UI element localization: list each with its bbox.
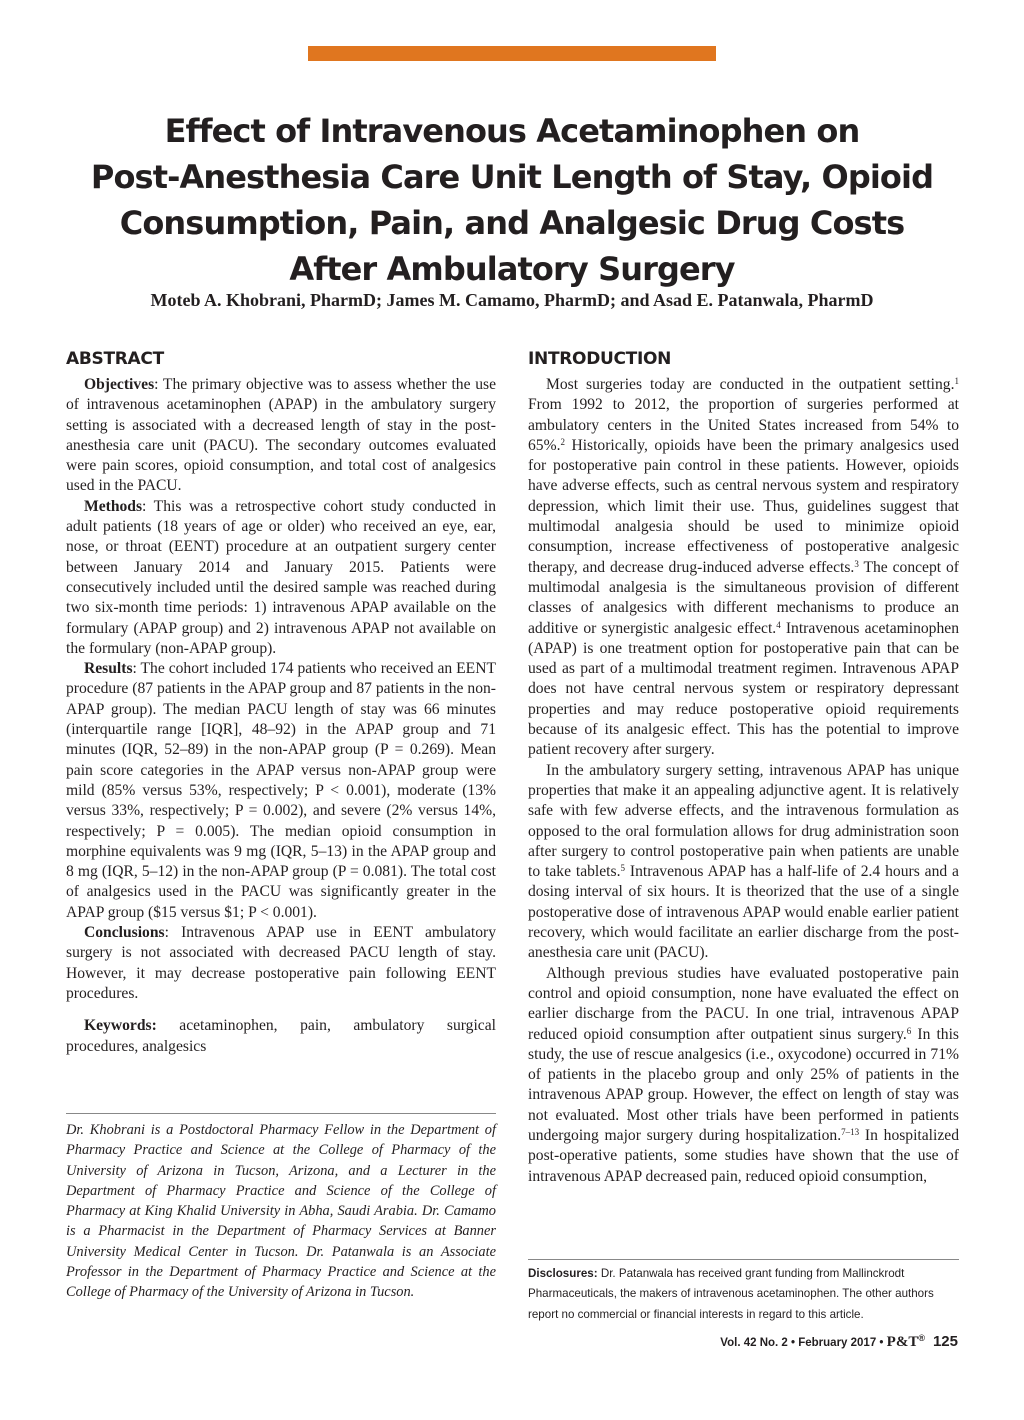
orange-header-bar: [308, 46, 716, 61]
article-title: [60, 108, 964, 292]
text-run: The concept of multimodal analgesia is the simultaneous provision of different classes of analgesics with different mechanisms to produce an additive or synergistic analgesic effect.: [528, 558, 959, 637]
disclosures-label: Disclosures:: [528, 1267, 598, 1280]
text-run: Intravenous APAP has a half-life of 2.4 hours and a dosing interval of six hours. It is theorized that the use of a single postoperative dose of intravenous APAP would enable earlier patient recovery, which would facilitate an earlier discharge from the post-anesthesia care unit (PACU).: [528, 863, 959, 962]
footer-separator: •: [787, 1337, 799, 1349]
footer-date: February 2017: [798, 1337, 877, 1349]
text-run: Intravenous acetaminophen (APAP) is one treatment option for postoperative pain that can be used as part of a multimodal treatment regimen. Intravenous APAP does not have central nervous system or respiratory depressant properties and may reduce postoperative opioid requirements because of its analgesic effect. This has the potential to improve patient recovery after surgery.: [528, 619, 959, 759]
text-run: In the ambulatory surgery setting, intravenous APAP has unique properties that make it an appealing adjunctive agent. It is relatively safe with few adverse effects, and the intravenous formulation as opposed to the oral formulation allows for drug administration soon after surgery to control postoperative pain when patients are unable to take tablets.: [528, 761, 959, 881]
title-line: After Ambulatory Surgery: [289, 250, 735, 288]
footer-registered-mark: ®: [918, 1333, 925, 1343]
page-number: 125: [932, 1333, 958, 1350]
page-footer: [720, 1333, 958, 1351]
abstract-conclusions: [66, 923, 496, 1004]
abstract-methods: [66, 497, 496, 659]
abstract-heading: ABSTRACT: [66, 349, 164, 369]
title-line: Post-Anesthesia Care Unit Length of Stay, Opioid: [90, 158, 934, 196]
keywords-text: acetaminophen, pain, ambulatory surgical procedures, analgesics: [66, 1017, 496, 1055]
methods-text: : This was a retrospective cohort study conducted in adult patients (18 years of age or older) who received an eye, ear, nose, or throat (EENT) procedure at an outpatient surgery center between January 2014 and January 2015. Patients were consecutively included until the desired sample was reached during two six-month time periods: 1) intravenous APAP available on the formulary (APAP group) and 2) intravenous APAP not available on the formulary (non-APAP group).: [66, 497, 496, 657]
text-run: In this study, the use of rescue analgesics (i.e., oxycodone) occurred in 71% of patients in the placebo group and only 25% of patients in the intravenous APAP group. However, the effect on length of stay was not evaluated. Most other trials have been performed in patients undergoing major surgery during hospitalization.: [528, 1025, 959, 1144]
citation: 1: [954, 376, 959, 386]
footer-journal: P&T: [886, 1334, 919, 1350]
conclusions-text: : Intravenous APAP use in EENT ambulatory surgery is not associated with decreased PACU length of stay. However, it may decrease postoperative pain following EENT procedures.: [66, 924, 496, 1002]
introduction-heading: INTRODUCTION: [528, 349, 672, 369]
text-run: In hospitalized post-operative patients, some studies have shown that the use of intravenous APAP decreased pain, reduced opioid consumption,: [528, 1126, 959, 1185]
objectives-label: Objectives: [84, 376, 155, 393]
citation: 6: [906, 1025, 912, 1036]
citation: 5: [620, 863, 625, 874]
abstract-keywords: [66, 1016, 496, 1057]
disclosures-text: Dr. Patanwala has received grant funding from Mallinckrodt Pharmaceuticals, the makers of intravenous acetaminophen. The other authors report no commercial or financial interests in regard to this article.: [528, 1267, 934, 1321]
text-run: Historically, opioids have been the primary analgesics used for postoperative pain control in these patients. However, opioids have adverse effects, such as central nervous system and respiratory depression, which limit their use. Thus, guidelines suggest that multimodal analgesia should be used to minimize opioid consumption, increase effectiveness of postoperative analgesic therapy, and decrease drug-induced adverse effects.: [528, 436, 959, 576]
abstract-objectives: [66, 375, 496, 497]
author-affiliations: Dr. Khobrani is a Postdoctoral Pharmacy Fellow in the Department of Pharmacy Practice and Science at the College of Pharmacy of the University of Arizona in Tucson, Arizona, and a Lecturer in the Department of Pharmacy Practice and Science of the College of Pharmacy at King Khalid University in Abha, Saudi Arabia. Dr. Camamo is a Pharmacist in the Department of Pharmacy Services at Banner University Medical Center in Tucson. Dr. Patanwala is an Associate Professor in the Department of Pharmacy Practice and Science at the College of Pharmacy of the University of Arizona in Tucson.: [66, 1122, 496, 1301]
intro-paragraph-1: [528, 375, 959, 761]
footer-volume: Vol. 42 No. 2: [720, 1337, 788, 1349]
results-text: : The cohort included 174 patients who received an EENT procedure (87 patients in the APAP group and 87 patients in the non-APAP group). The median PACU length of stay was 66 minutes (interquartile range [IQR], 48–92) in the APAP group and 71 minutes (IQR, 52–89) in the non-APAP group (P = 0.269). Mean pain score categories in the APAP versus non-APAP group were mild (85% versus 53%, respectively; P < 0.001), moderate (13% versus 33%, respectively; P = 0.002), and severe (2% versus 14%, respectively; P = 0.005). The median opioid consumption in morphine equivalents was 9 mg (IQR, 5–13) in the APAP group and 8 mg (IQR, 5–12) in the non-APAP group (P = 0.081). The total cost of analgesics used in the PACU was significantly greater in the APAP group ($15 versus $1; P < 0.001).: [66, 660, 496, 921]
author-list: Moteb A. Khobrani, PharmD; James M. Camamo, PharmD; and Asad E. Patanwala, PharmD: [150, 290, 874, 310]
disclosures-divider: [528, 1259, 959, 1260]
objectives-text: : The primary objective was to assess whether the use of intravenous acetaminophen (APAP) in the ambulatory surgery setting is associated with a decreased length of stay in the post-anesthesia care unit (PACU). The secondary outcomes evaluated were pain scores, opioid consumption, and total cost of analgesics used in the PACU.: [66, 376, 496, 495]
title-line: Consumption, Pain, and Analgesic Drug Costs: [119, 204, 905, 242]
right-column: [528, 348, 959, 1187]
methods-label: Methods: [84, 497, 143, 515]
text-run: Although previous studies have evaluated postoperative pain control and opioid consumption, none have evaluated the effect on earlier discharge from the PACU. In one trial, intravenous APAP reduced opioid consumption after outpatient sinus surgery.: [528, 964, 959, 1043]
intro-paragraph-2: [528, 761, 959, 964]
citation: 2: [560, 436, 565, 447]
text-run: From 1992 to 2012, the proportion of surgeries performed at ambulatory centers in the United States increased from 54% to 65%.: [528, 396, 959, 454]
abstract-results: [66, 659, 496, 923]
citation: 7–13: [841, 1126, 860, 1137]
keywords-label: Keywords:: [84, 1017, 157, 1035]
citation: 3: [854, 558, 859, 569]
title-line: Effect of Intravenous Acetaminophen on: [164, 112, 860, 150]
intro-paragraph-3: [528, 964, 959, 1187]
results-label: Results: [84, 660, 133, 678]
citation: 4: [776, 619, 781, 630]
disclosures: [528, 1264, 959, 1325]
text-run: Most surgeries today are conducted in the outpatient setting.: [546, 376, 955, 393]
conclusions-label: Conclusions: [84, 924, 165, 942]
footer-separator: •: [876, 1337, 887, 1349]
left-column: [66, 348, 496, 1057]
bio-divider: [66, 1113, 496, 1114]
